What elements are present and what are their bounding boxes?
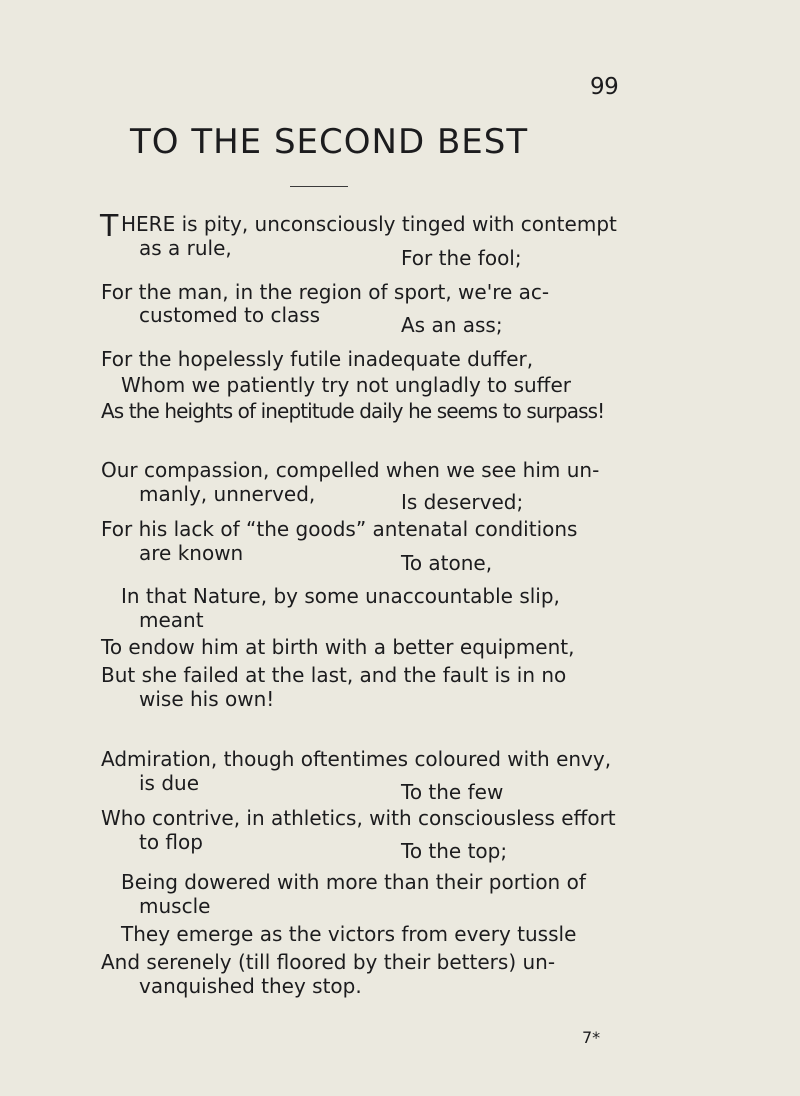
poem-line: wise his own! [139, 687, 275, 711]
poem-line: meant [139, 608, 204, 632]
poem-line: Our compassion, compelled when we see him un- [101, 458, 600, 482]
poem-line: To the top; [401, 839, 508, 863]
poem-line: manly, unnerved, [139, 482, 316, 506]
poem-line: To atone, [401, 551, 493, 575]
poem-line: HERE is pity, unconsciously tinged with contempt [121, 212, 617, 236]
poem-line: For the hopelessly futile inadequate duffer, [101, 347, 534, 371]
poem-line: muscle [139, 894, 211, 918]
poem-line: To endow him at birth with a better equipment, [101, 635, 575, 659]
poem-line: Whom we patiently try not ungladly to suffer [121, 373, 571, 397]
poem-line: But she failed at the last, and the fault is in no [101, 663, 567, 687]
poem-line: For his lack of “the goods” antenatal conditions [101, 517, 578, 541]
signature-mark: 7* [582, 1028, 601, 1047]
poem-line: For the man, in the region of sport, we're ac- [101, 280, 550, 304]
poem-line: To the few [401, 780, 504, 804]
poem-line: As the heights of ineptitude daily he seems to surpass! [101, 399, 605, 423]
poem-line: For the fool; [401, 246, 522, 270]
poem-line: As an ass; [401, 313, 503, 337]
poem-line: Being dowered with more than their portion of [121, 870, 586, 894]
poem-line: to flop [139, 830, 203, 854]
title-divider [290, 186, 348, 187]
poem-line: In that Nature, by some unaccountable slip, [121, 584, 560, 608]
poem-line: And serenely (till floored by their betters) un- [101, 950, 556, 974]
poem-line: Admiration, though oftentimes coloured with envy, [101, 747, 612, 771]
poem-line: They emerge as the victors from every tussle [121, 922, 577, 946]
poem-line: Who contrive, in athletics, with consciousless effort [101, 806, 616, 830]
drop-cap: T [100, 209, 119, 244]
poem-line: vanquished they stop. [139, 974, 362, 998]
page-number: 99 [590, 74, 619, 100]
poem-title: TO THE SECOND BEST [130, 122, 529, 162]
poem-line: as a rule, [139, 236, 232, 260]
poem-line: is due [139, 771, 200, 795]
poem-line: are known [139, 541, 244, 565]
poem-line: customed to class [139, 303, 321, 327]
poem-line: Is deserved; [401, 490, 524, 514]
